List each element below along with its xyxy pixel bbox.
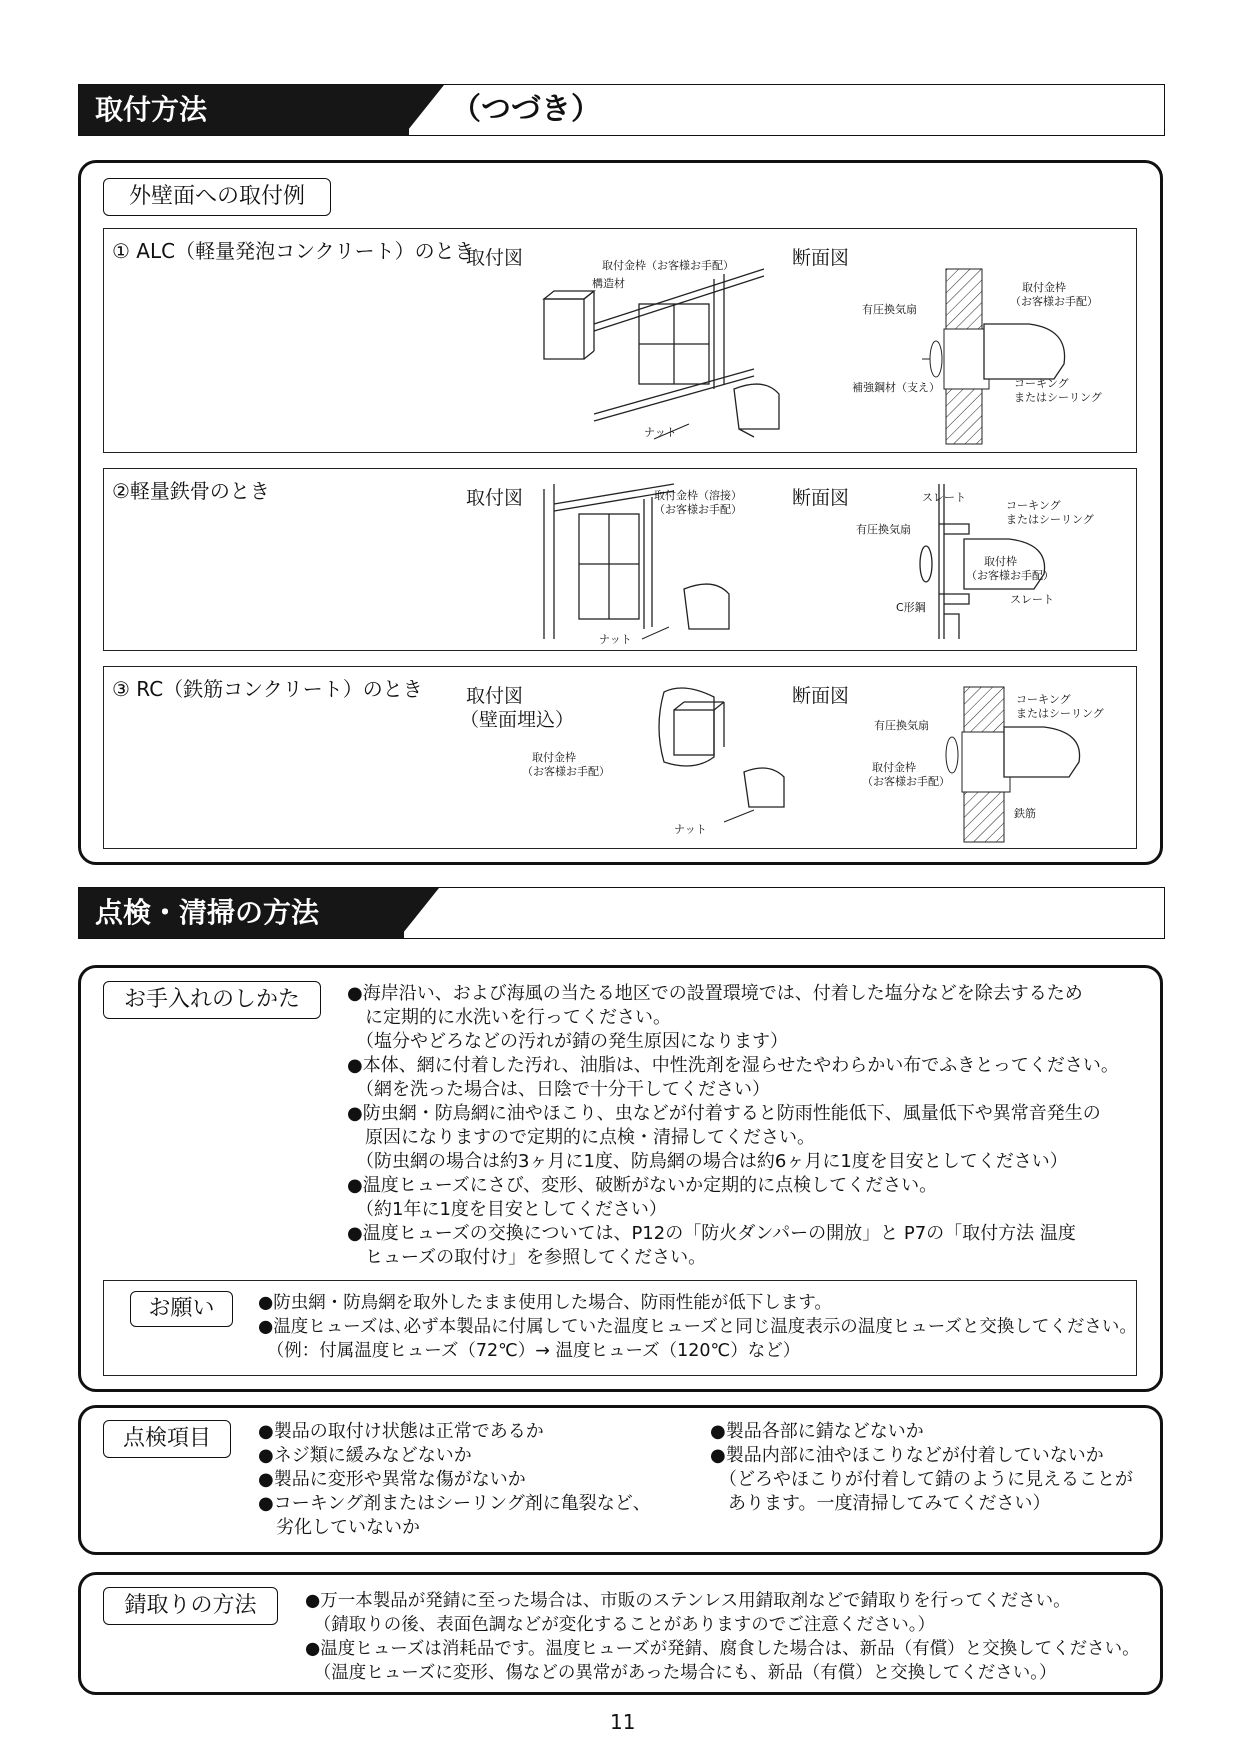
note: 補強鋼材（支え） — [852, 381, 940, 394]
care-line: （塩分やどろなどの汚れが錆の発生原因になります） — [347, 1031, 788, 1052]
example-row-alc — [103, 228, 1137, 453]
section-title: 点検・清掃の方法 — [79, 888, 404, 938]
inspection-item: ●製品に変形や異常な傷がないか — [258, 1469, 526, 1490]
note: ナット — [599, 633, 632, 646]
note: ナット — [674, 823, 707, 836]
note: コーキング — [1006, 499, 1061, 512]
note: コーキング — [1016, 693, 1071, 706]
rc-install-drawing — [604, 682, 804, 842]
request-tag: お願い — [130, 1291, 233, 1327]
inspection-item: ●コーキング剤またはシーリング剤に亀裂など、 — [258, 1493, 651, 1514]
row-title: ① ALC（軽量発泡コンクリート）のとき — [112, 239, 475, 263]
section-header-installation — [78, 84, 1165, 136]
request-line: ●温度ヒューズは､必ず本製品に付属していた温度ヒューズと同じ温度表示の温度ヒューズと交換してください。 — [258, 1317, 1137, 1337]
note: （お客様お手配） — [654, 503, 742, 516]
row-title: ②軽量鉄骨のとき — [112, 479, 270, 503]
note: （お客様お手配） — [966, 569, 1054, 582]
row-title: ③ RC（鉄筋コンクリート）のとき — [112, 677, 423, 701]
care-tag: お手入れのしかた — [103, 981, 321, 1019]
care-line: に定期的に水洗いを行ってください。 — [347, 1007, 671, 1028]
section-header-maintenance — [78, 887, 1165, 939]
note: 取付金枠（お客様お手配） — [602, 259, 734, 272]
note: ナット — [644, 426, 677, 439]
inspection-item: ●製品内部に油やほこりなどが付着していないか — [710, 1445, 1104, 1466]
section-title: 取付方法 — [79, 85, 409, 135]
note: 有圧換気扇 — [862, 303, 917, 316]
fig-label-install: 取付図 — [466, 685, 524, 707]
fig-label-install: 取付図 — [466, 247, 524, 269]
request-line: （例：付属温度ヒューズ（72℃）→ 温度ヒューズ（120℃）など） — [258, 1341, 801, 1361]
inspection-item: ●ネジ類に緩みなどないか — [258, 1445, 472, 1466]
note: （お客様お手配） — [522, 765, 610, 778]
care-line: ●温度ヒューズにさび、変形、破断がないか定期的に点検してください。 — [347, 1175, 938, 1196]
rust-line: （錆取りの後、表面色調などが変化することがありますのでご注意ください。） — [305, 1615, 935, 1635]
note: 取付枠 — [984, 555, 1017, 568]
example-row-light-steel — [103, 468, 1137, 651]
inspection-tag: 点検項目 — [103, 1420, 231, 1458]
care-line: ●防虫網・防鳥網に油やほこり、虫などが付着すると防雨性能低下、風量低下や異常音発生の — [347, 1103, 1101, 1124]
care-line: ●海岸沿い、および海風の当たる地区での設置環境では、付着した塩分などを除去するため — [347, 983, 1083, 1004]
care-line: （防虫網の場合は約3ヶ月に1度、防鳥網の場合は約6ヶ月に1度を目安としてください） — [347, 1151, 1068, 1172]
fig-label-section: 断面図 — [792, 487, 850, 509]
note: （お客様お手配） — [862, 775, 950, 788]
care-line: （網を洗った場合は、日陰で十分干してください） — [347, 1079, 770, 1100]
note: またはシーリング — [1016, 707, 1104, 720]
fig-label-section: 断面図 — [792, 685, 850, 707]
fig-label-install-sub: （壁面埋込） — [460, 709, 575, 731]
note: 有圧換気扇 — [874, 719, 929, 732]
note: 有圧換気扇 — [856, 523, 911, 536]
care-line: ヒューズの取付け」を参照してください。 — [347, 1247, 707, 1268]
rust-line: ●温度ヒューズは消耗品です。温度ヒューズが発錆、腐食した場合は、新品（有償）と交換してください。 — [305, 1639, 1140, 1659]
alc-install-drawing — [524, 259, 804, 449]
care-line: （約1年に1度を目安としてください） — [347, 1199, 667, 1220]
inspection-item: 劣化していないか — [258, 1517, 420, 1538]
section-subtitle: （つづき） — [451, 92, 601, 127]
note: 鉄筋 — [1014, 807, 1036, 820]
inspection-item: ●製品各部に錆などないか — [710, 1421, 924, 1442]
rust-tag: 錆取りの方法 — [103, 1587, 278, 1625]
fig-label-section: 断面図 — [792, 247, 850, 269]
note: C形鋼 — [896, 601, 926, 614]
rust-line: ●万一本製品が発錆に至った場合は、市販のステンレス用錆取剤などで錆取りを行ってください。 — [305, 1591, 1071, 1611]
rust-line: （温度ヒューズに変形、傷などの異常があった場合にも、新品（有償）と交換してください。） — [305, 1663, 1057, 1683]
note: 取付金枠（溶接） — [654, 489, 742, 502]
note: またはシーリング — [1006, 513, 1094, 526]
note: 取付金枠 — [532, 751, 576, 764]
example-row-rc — [103, 666, 1137, 849]
inspection-item: あります。一度清掃してみてください） — [710, 1493, 1051, 1514]
header-diagonal — [399, 888, 449, 938]
care-line: ●温度ヒューズの交換については、P12の「防火ダンパーの開放」と P7の「取付方法 温度 — [347, 1223, 1076, 1244]
note: コーキング — [1014, 377, 1069, 390]
care-line: ●本体、網に付着した汚れ、油脂は、中性洗剤を湿らせたやわらかい布でふきとってください。 — [347, 1055, 1119, 1076]
note: スレート — [1010, 593, 1054, 606]
note: 取付金枠 — [872, 761, 916, 774]
header-diagonal — [404, 85, 454, 135]
note: スレート — [922, 491, 966, 504]
inspection-item: ●製品の取付け状態は正常であるか — [258, 1421, 544, 1442]
alc-section-drawing — [844, 259, 1124, 449]
note: 取付金枠 — [1022, 281, 1066, 294]
request-line: ●防虫網・防鳥網を取外したまま使用した場合、防雨性能が低下します。 — [258, 1293, 832, 1313]
note: （お客様お手配） — [1010, 295, 1098, 308]
inspection-item: （どろやほこりが付着して錆のように見えることが — [710, 1469, 1133, 1490]
install-examples-tag: 外壁面への取付例 — [103, 178, 331, 216]
note: 構造材 — [592, 277, 625, 290]
page-number: 11 — [610, 1710, 636, 1734]
note: またはシーリング — [1014, 391, 1102, 404]
care-line: 原因になりますので定期的に点検・清掃してください。 — [347, 1127, 815, 1148]
fig-label-install: 取付図 — [466, 487, 524, 509]
